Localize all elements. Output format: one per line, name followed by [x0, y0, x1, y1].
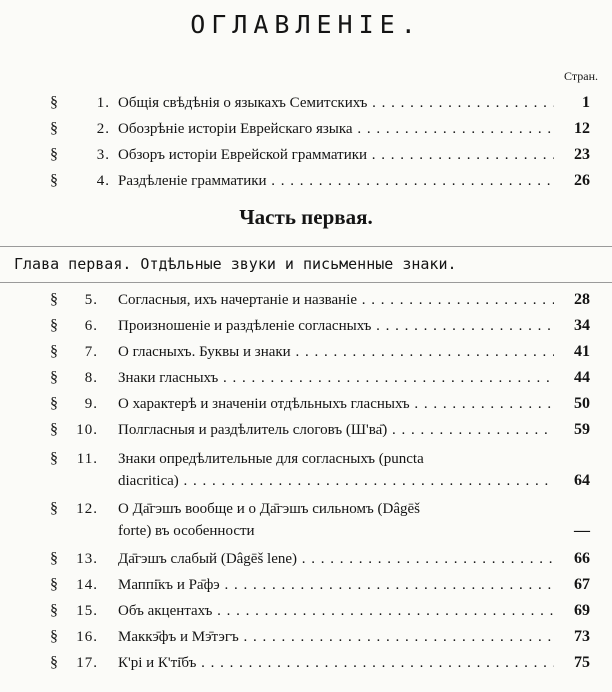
entry-title: Объ акцентахъ . . .	[118, 598, 554, 624]
entry-title: Маккэ̄фъ и Мэ̄тэгъ . . .	[118, 624, 554, 650]
entry-page: 26	[574, 172, 590, 189]
entry-title: Да̄гэшъ слабый (Dâgēš lene) . . .	[118, 546, 554, 572]
entry-title: О характерѣ и значеніи отдѣльныхъ гласныхъ . . .	[118, 391, 554, 417]
entry-page: 41	[574, 343, 590, 360]
entry-title: Обозрѣніе исторіи Еврейскаго языка . . .	[118, 116, 554, 142]
toc-entry[interactable]	[0, 142, 612, 168]
entry-page: 73	[574, 628, 590, 645]
entry-page: 12	[574, 120, 590, 137]
entry-page: 75	[574, 654, 590, 671]
entry-number: 1.	[96, 95, 110, 111]
entry-number: 10.	[76, 422, 98, 438]
toc-entry[interactable]	[0, 313, 612, 339]
chapter-title: Глава первая. Отдѣльные звуки и письменные знаки.	[14, 255, 457, 273]
entry-title: Раздѣленіе грамматики . . .	[118, 168, 554, 194]
entry-page: 64	[574, 472, 590, 489]
entry-title: Знаки опредѣлительные для согласныхъ (puncta	[118, 451, 424, 467]
toc-entry-continuation[interactable]	[0, 468, 612, 494]
entry-title-continuation: diacritica) . . .	[118, 468, 554, 494]
section-sign: §	[50, 343, 58, 360]
entry-title-continuation: forte) въ особенности	[118, 523, 255, 539]
toc-entry-continuation[interactable]	[0, 518, 612, 544]
entry-number: 13.	[76, 551, 98, 567]
page-title: ОГЛАВЛЕНІЕ.	[190, 10, 422, 39]
section-sign: §	[50, 146, 58, 163]
entry-title: Произношеніе и раздѣленіе согласныхъ . . .	[118, 313, 554, 339]
divider	[0, 282, 612, 283]
section-sign: §	[50, 628, 58, 645]
section-sign: §	[50, 94, 58, 111]
toc-entry[interactable]	[0, 624, 612, 650]
entry-number: 3.	[96, 147, 110, 163]
divider	[0, 246, 612, 247]
entry-number: 17.	[76, 655, 98, 671]
entry-number: 12.	[76, 501, 98, 517]
page-column-label: Стран.	[564, 69, 598, 83]
entry-number: 14.	[76, 577, 98, 593]
entry-title: О гласныхъ. Буквы и знаки . . .	[118, 339, 554, 365]
section-sign: §	[50, 421, 58, 438]
entry-page: 23	[574, 146, 590, 163]
section-sign: §	[50, 450, 58, 467]
entry-title: О Да̄гэшъ вообще и о Да̄гэшъ сильномъ (Dâgēš	[118, 501, 420, 517]
entry-title: Общія свѣдѣнія о языкахъ Семитскихъ . . .	[118, 90, 554, 116]
entry-title: Знаки гласныхъ . . .	[118, 365, 554, 391]
entry-title: Маппі̄къ и Ра̄фэ . . .	[118, 572, 554, 598]
toc-entry[interactable]	[0, 287, 612, 313]
toc-entry[interactable]	[0, 391, 612, 417]
entry-page: 1	[582, 94, 590, 111]
section-sign: §	[50, 602, 58, 619]
toc-entry[interactable]	[0, 116, 612, 142]
entry-number: 5.	[84, 292, 98, 308]
toc-entry[interactable]	[0, 546, 612, 572]
entry-title: К'рі и К'ті̄бъ . . .	[118, 650, 554, 676]
section-sign: §	[50, 395, 58, 412]
entry-page: 50	[574, 395, 590, 412]
entry-page: 67	[574, 576, 590, 593]
section-sign: §	[50, 550, 58, 567]
section-sign: §	[50, 500, 58, 517]
toc-entry[interactable]	[0, 168, 612, 194]
section-sign: §	[50, 120, 58, 137]
toc-entry[interactable]	[0, 339, 612, 365]
toc-entry[interactable]	[0, 598, 612, 624]
entry-title: Полгласныя и раздѣлитель слоговъ (Ш'ва̄) . . .	[118, 417, 554, 443]
toc-entry[interactable]	[0, 650, 612, 676]
entry-number: 16.	[76, 629, 98, 645]
entry-number: 7.	[84, 344, 98, 360]
section-sign: §	[50, 317, 58, 334]
entry-page: 59	[574, 421, 590, 438]
entry-page: 69	[574, 602, 590, 619]
entry-number: 11.	[76, 451, 98, 467]
entry-title: Обзоръ исторіи Еврейской грамматики . . .	[118, 142, 554, 168]
entry-number: 6.	[84, 318, 98, 334]
part-title: Часть первая.	[239, 205, 373, 229]
entry-number: 4.	[96, 173, 110, 189]
entry-page: 44	[574, 369, 590, 386]
entry-page: 28	[574, 291, 590, 308]
section-sign: §	[50, 291, 58, 308]
section-sign: §	[50, 576, 58, 593]
entry-page: 66	[574, 550, 590, 567]
toc-entry[interactable]	[0, 572, 612, 598]
toc-entry[interactable]	[0, 417, 612, 443]
entry-page: 34	[574, 317, 590, 334]
entry-number: 9.	[84, 396, 98, 412]
toc-entry[interactable]	[0, 365, 612, 391]
entry-page: —	[574, 522, 590, 539]
section-sign: §	[50, 369, 58, 386]
section-sign: §	[50, 654, 58, 671]
entry-number: 2.	[96, 121, 110, 137]
entry-number: 15.	[76, 603, 98, 619]
entry-title: Согласныя, ихъ начертаніе и названіе . . .	[118, 287, 554, 313]
toc-entry[interactable]	[0, 90, 612, 116]
section-sign: §	[50, 172, 58, 189]
entry-number: 8.	[84, 370, 98, 386]
